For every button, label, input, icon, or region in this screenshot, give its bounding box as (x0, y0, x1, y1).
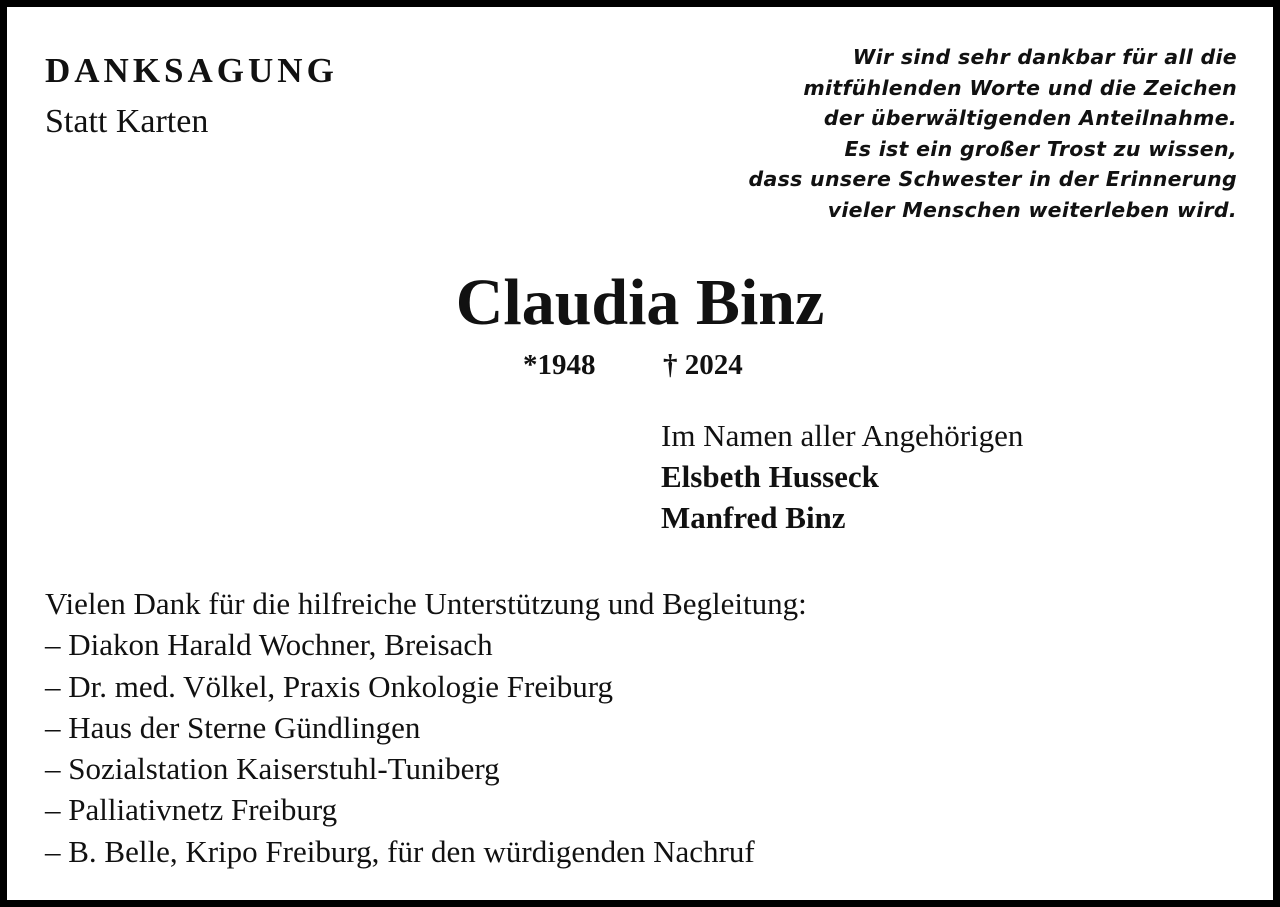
notice-title: DANKSAGUNG (45, 51, 338, 90)
thanks-list (45, 583, 807, 872)
thanks-item: – Palliativnetz Freiburg (45, 792, 338, 828)
relative-name: Elsbeth Husseck (661, 459, 879, 494)
thanks-item: – Haus der Sterne Gündlingen (45, 709, 421, 745)
birth-year: *1948 (523, 349, 596, 381)
thanks-item: – B. Belle, Kripo Freiburg, für den würdigenden Nachruf (45, 833, 755, 869)
gratitude-quote (677, 42, 1237, 225)
notice-subtitle: Statt Karten (45, 103, 209, 140)
thanks-item: – Dr. med. Völkel, Praxis Onkologie Freiburg (45, 668, 614, 704)
deceased-name: Claudia Binz (455, 266, 825, 339)
quote-line: Wir sind sehr dankbar für all die (852, 45, 1237, 69)
thanks-item: – Diakon Harald Wochner, Breisach (45, 627, 493, 663)
thanks-item: – Sozialstation Kaiserstuhl-Tuniberg (45, 751, 500, 787)
quote-line: dass unsere Schwester in der Erinnerung (748, 167, 1237, 191)
death-year: † 2024 (663, 349, 743, 381)
quote-line: mitfühlenden Worte und die Zeichen (803, 75, 1237, 100)
quote-line: Es ist ein großer Trost zu wissen, (844, 136, 1237, 161)
quote-line: vieler Menschen weiterleben wird. (827, 197, 1237, 222)
quote-line: der überwältigenden Anteilnahme. (823, 106, 1237, 130)
relative-name: Manfred Binz (661, 500, 846, 535)
relatives-intro: Im Namen aller Angehörigen (661, 418, 1024, 453)
thanks-intro: Vielen Dank für die hilfreiche Unterstützung und Begleitung: (45, 586, 807, 621)
relatives-block (661, 415, 1023, 538)
